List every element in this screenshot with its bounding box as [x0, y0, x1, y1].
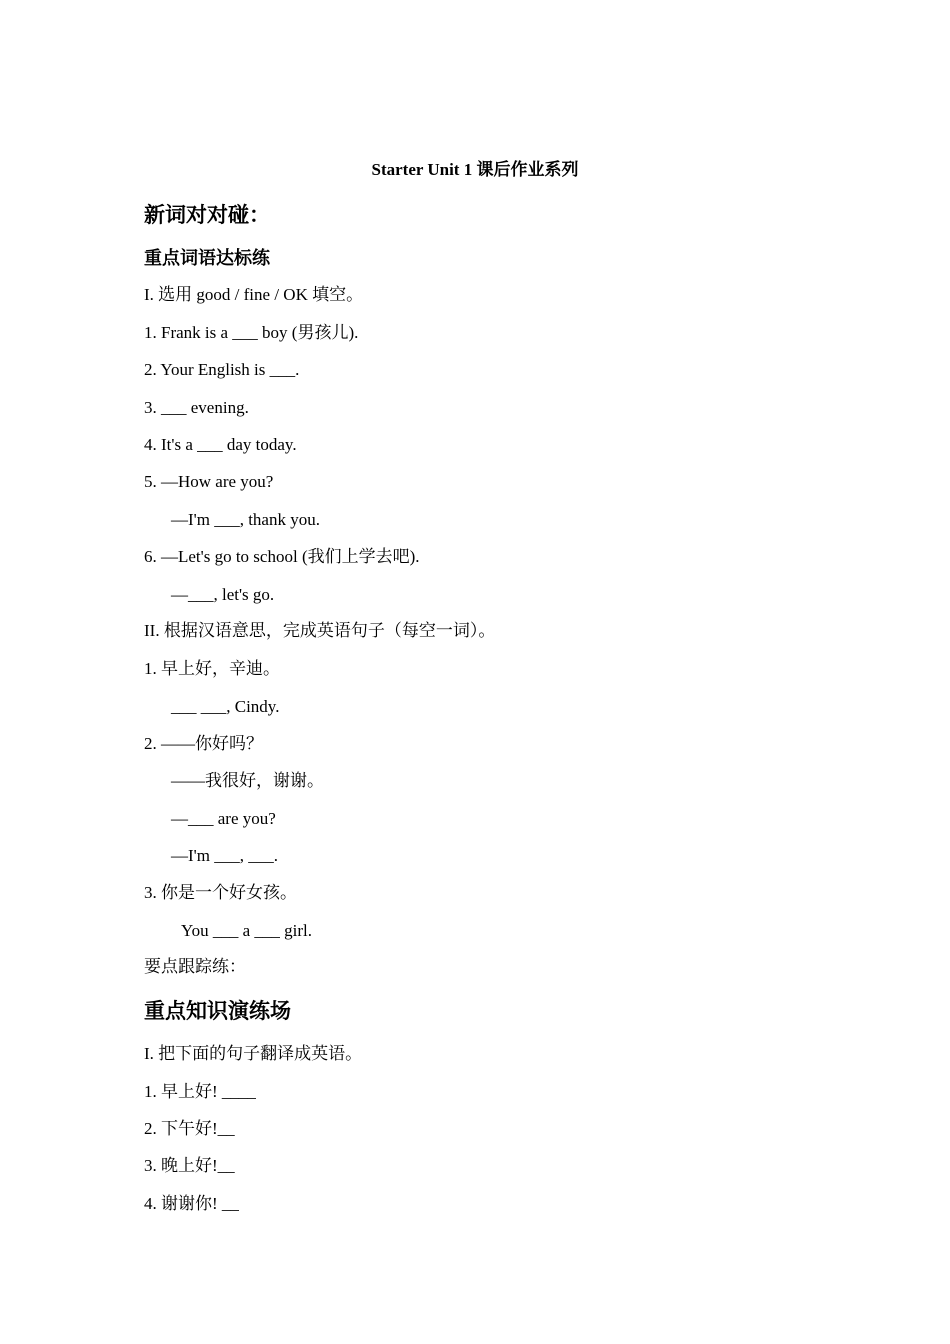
exercise-line: 2. Your English is ___. [144, 360, 300, 379]
exercise-line: You ___ a ___ girl. [181, 921, 312, 940]
exercise-line: —I'm ___, thank you. [171, 510, 320, 529]
exercise-line: ___ ___, Cindy. [171, 697, 280, 716]
exercise-line: 1. 早上好，辛迪。 [144, 659, 280, 678]
exercise-line: 6. —Let's go to school (我们上学去吧). [144, 547, 420, 566]
worksheet-title: Starter Unit 1 课后作业系列 [371, 160, 579, 179]
exercise-line: 1. Frank is a ___ boy (男孩儿). [144, 323, 359, 342]
tracking-label: 要点跟踪练： [144, 957, 246, 976]
section-heading-new-words: 新词对对碰： [144, 203, 270, 227]
exercise-line: ——我很好，谢谢。 [171, 771, 324, 790]
part1-instruction: I. 选用 good / fine / OK 填空。 [144, 285, 364, 304]
translation-instruction: I. 把下面的句子翻译成英语。 [144, 1044, 363, 1063]
exercise-line: —___ are you? [171, 809, 276, 828]
exercise-line: 4. 谢谢你! __ [144, 1194, 239, 1213]
subheading-key-words: 重点词语达标练 [144, 248, 270, 268]
section-heading-key-knowledge: 重点知识演练场 [144, 999, 291, 1023]
exercise-line: 3. 晚上好!__ [144, 1156, 235, 1175]
exercise-line: 5. —How are you? [144, 472, 274, 491]
exercise-line: 2. ——你好吗？ [144, 734, 263, 753]
exercise-line: —I'm ___, ___. [171, 846, 278, 865]
exercise-line: 3. 你是一个好女孩。 [144, 883, 297, 902]
exercise-line: 1. 早上好! ____ [144, 1082, 256, 1101]
part2-instruction: II. 根据汉语意思，完成英语句子（每空一词）。 [144, 621, 496, 640]
exercise-line: 4. It's a ___ day today. [144, 435, 297, 454]
exercise-line: 2. 下午好!__ [144, 1119, 235, 1138]
exercise-line: 3. ___ evening. [144, 398, 249, 417]
exercise-line: —___, let's go. [171, 585, 275, 604]
